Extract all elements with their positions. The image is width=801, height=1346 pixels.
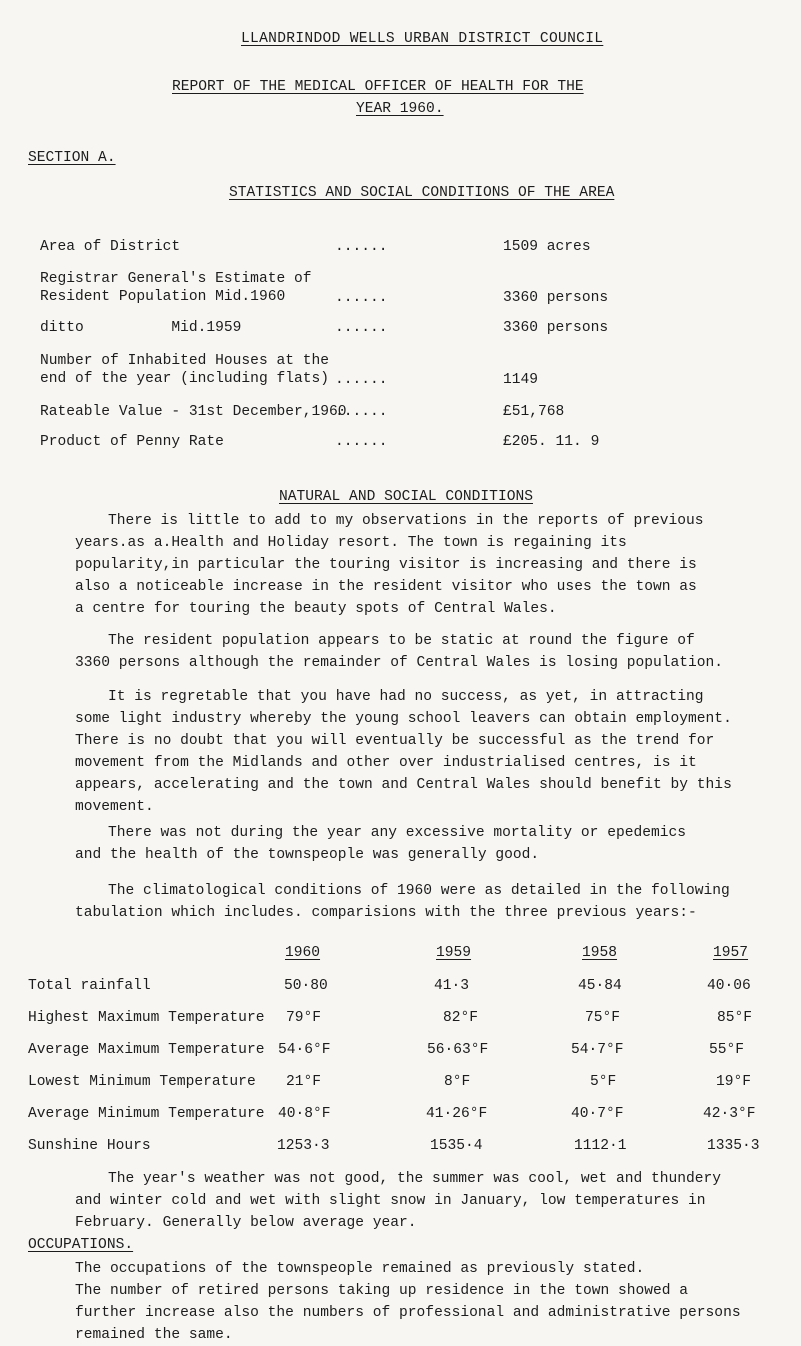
stat-penny-rate-value: £205. 11. 9: [503, 434, 600, 450]
stat-houses-label: Number of Inhabited Houses at the end of the year (including flats): [40, 353, 330, 387]
table-cell: 21°F: [286, 1074, 322, 1090]
row-label-average-min: Average Minimum Temperature: [28, 1106, 265, 1122]
table-cell: 79°F: [286, 1010, 322, 1026]
table-cell: 41·26°F: [426, 1106, 488, 1122]
stat-population-1959-label: ditto Mid.1959: [40, 320, 242, 336]
table-cell: 1335·3: [707, 1138, 760, 1154]
row-label-average-max: Average Maximum Temperature: [28, 1042, 265, 1058]
stat-penny-rate-dots: ......: [335, 434, 388, 450]
table-cell: 41·3: [434, 978, 470, 994]
table-cell: 42·3°F: [703, 1106, 756, 1122]
paragraph-1: There is little to add to my observations in the reports of previous years.as a.Health and Holiday resort. The town is regaining its popularity,in particular the touring visitor is increasing and there is also a noticeable increase in the resident visitor who uses the town as a centre for touring the beauty spots of Central Wales.: [75, 513, 704, 617]
table-cell: 56·63°F: [427, 1042, 489, 1058]
row-label-lowest-min: Lowest Minimum Temperature: [28, 1074, 256, 1090]
row-label-highest-max: Highest Maximum Temperature: [28, 1010, 265, 1026]
stat-rateable-value: £51,768: [503, 404, 565, 420]
stat-population-1959-value: 3360 persons: [503, 320, 609, 336]
paragraph-5: The climatological conditions of 1960 were as detailed in the following tabulation which includes. comparisions with the three previous years:-: [75, 883, 730, 921]
stat-houses-value: 1149: [503, 372, 539, 388]
year-header-1957: 1957: [713, 945, 749, 961]
table-cell: 40·7°F: [571, 1106, 624, 1122]
table-cell: 55°F: [709, 1042, 745, 1058]
row-label-total-rainfall: Total rainfall: [28, 978, 151, 994]
row-label-sunshine: Sunshine Hours: [28, 1138, 151, 1154]
report-title-line2: YEAR 1960.: [356, 101, 444, 117]
section-title: STATISTICS AND SOCIAL CONDITIONS OF THE AREA: [229, 185, 615, 201]
year-header-1958: 1958: [582, 945, 618, 961]
table-cell: 45·84: [578, 978, 622, 994]
report-title-line1: REPORT OF THE MEDICAL OFFICER OF HEALTH FOR THE: [172, 79, 584, 95]
paragraph-3: It is regretable that you have had no success, as yet, in attracting some light industry whereby the young school leavers can obtain employment. There is no doubt that you will eventually be successful as the trend for movement from the Midlands and other over industrialised centres, is it appears, accelerating and the town and Central Wales should benefit by this movement.: [75, 689, 732, 815]
stat-area-label: Area of District: [40, 239, 181, 255]
council-title: LLANDRINDOD WELLS URBAN DISTRICT COUNCIL: [241, 31, 604, 47]
table-cell: 8°F: [444, 1074, 471, 1090]
stat-rateable-dots: ......: [335, 404, 388, 420]
table-cell: 75°F: [585, 1010, 621, 1026]
stat-area-value: 1509 acres: [503, 239, 591, 255]
stat-population-1959-dots: ......: [335, 320, 388, 336]
year-header-1959: 1959: [436, 945, 472, 961]
occupations-text: The occupations of the townspeople remained as previously stated. The number of retired persons taking up residence in the town showed a further increase also the numbers of professional and administrative persons remained the same.: [75, 1261, 741, 1343]
stat-population-1960-value: 3360 persons: [503, 290, 609, 306]
stat-area-dots: ......: [335, 239, 388, 255]
stat-rateable-label: Rateable Value - 31st December,1960: [40, 404, 347, 420]
table-cell: 19°F: [716, 1074, 752, 1090]
stat-population-1960-label: Registrar General's Estimate of Resident Population Mid.1960: [40, 271, 312, 305]
table-cell: 5°F: [590, 1074, 617, 1090]
table-cell: 1253·3: [277, 1138, 330, 1154]
paragraph-4: There was not during the year any excessive mortality or epedemics and the health of the townspeople was generally good.: [75, 825, 687, 863]
table-cell: 82°F: [443, 1010, 479, 1026]
stat-penny-rate-label: Product of Penny Rate: [40, 434, 224, 450]
table-cell: 50·80: [284, 978, 328, 994]
stat-population-1960-dots: ......: [335, 290, 388, 306]
paragraph-2: The resident population appears to be static at round the figure of 3360 persons although the remainder of Central Wales is losing population.: [75, 633, 724, 671]
table-cell: 1112·1: [574, 1138, 627, 1154]
table-cell: 40·8°F: [278, 1106, 331, 1122]
table-cell: 54·6°F: [278, 1042, 331, 1058]
natural-heading: NATURAL AND SOCIAL CONDITIONS: [279, 489, 533, 505]
table-cell: 1535·4: [430, 1138, 483, 1154]
table-cell: 54·7°F: [571, 1042, 624, 1058]
table-cell: 40·06: [707, 978, 751, 994]
section-label: SECTION A.: [28, 150, 116, 166]
occupations-heading: OCCUPATIONS.: [28, 1237, 134, 1253]
table-cell: 85°F: [717, 1010, 753, 1026]
weather-note: The year's weather was not good, the summer was cool, wet and thundery and winter cold and wet with slight snow in January, low temperatures in February. Generally below average year.: [75, 1171, 722, 1231]
stat-houses-dots: ......: [335, 372, 388, 388]
year-header-1960: 1960: [285, 945, 321, 961]
